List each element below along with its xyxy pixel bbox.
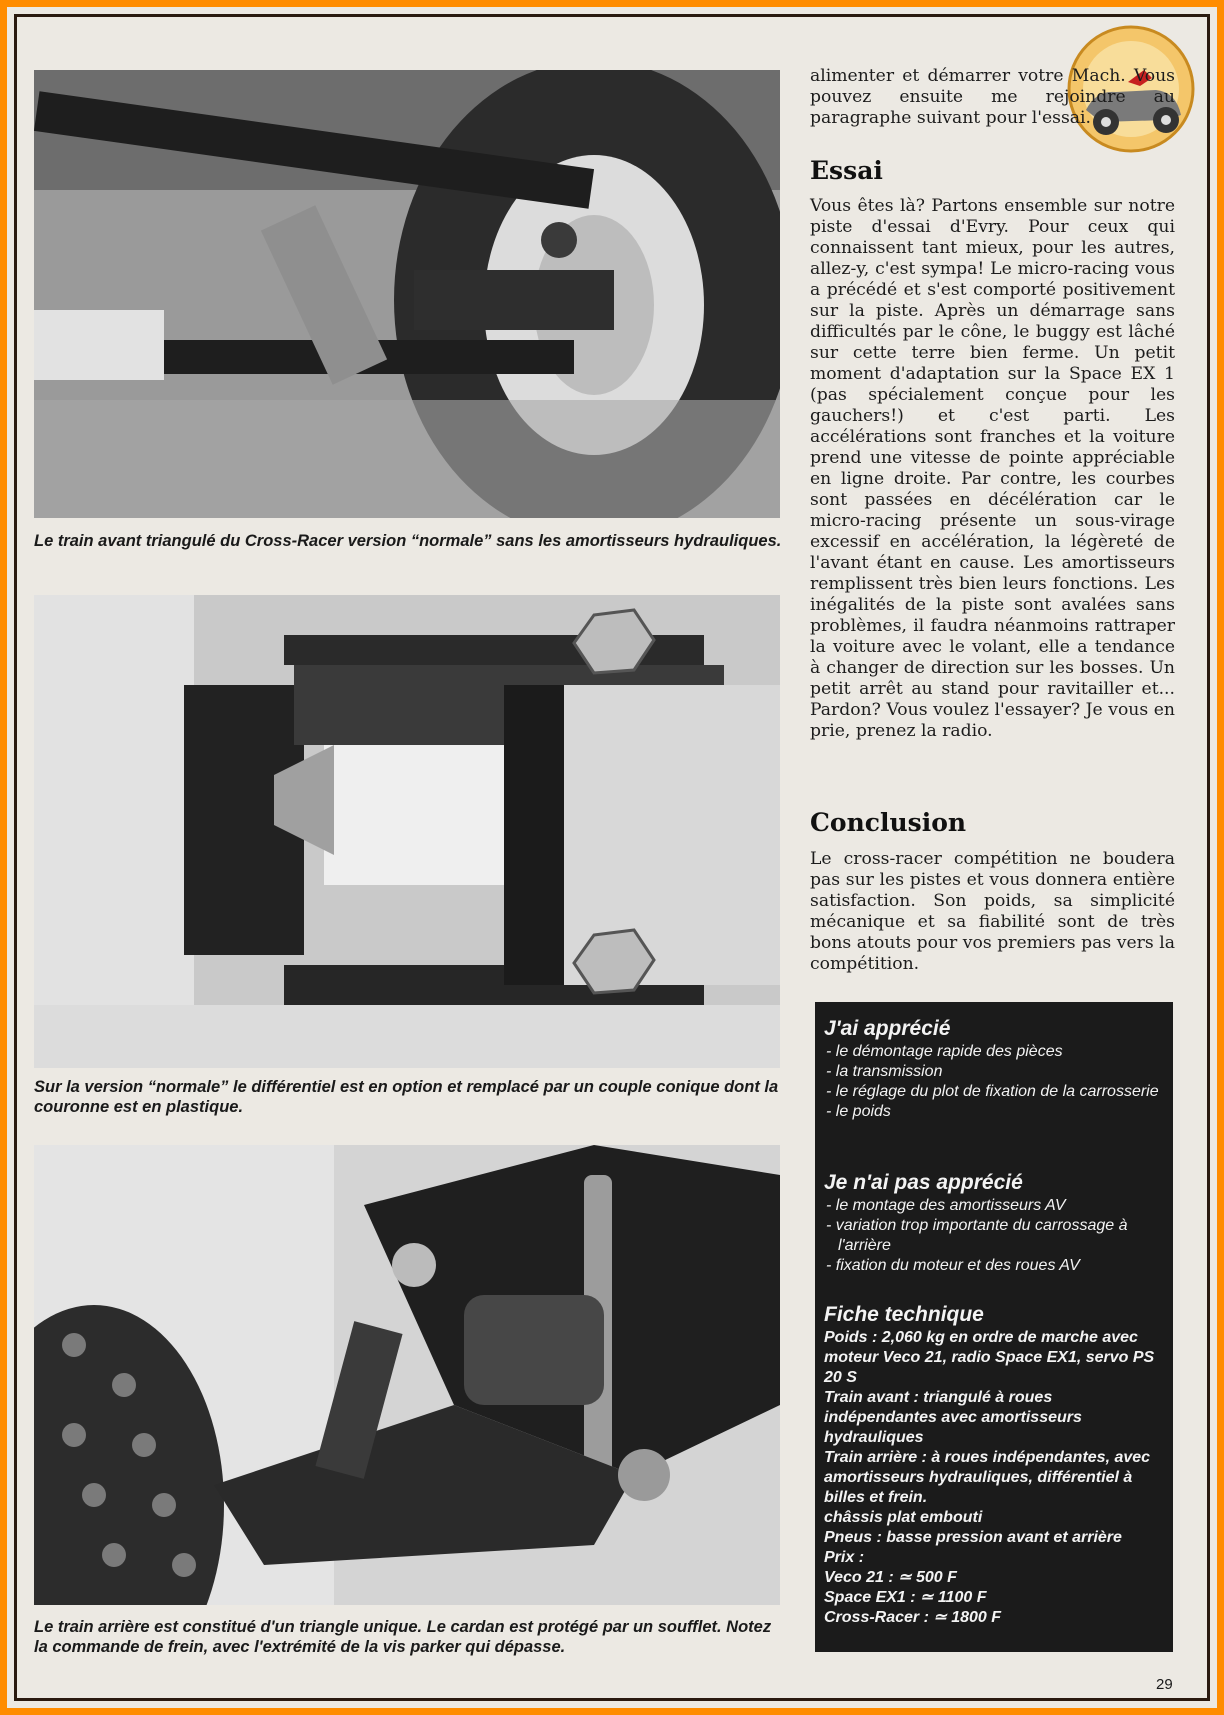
fiche-line: châssis plat embouti	[824, 1509, 983, 1526]
list-item: - fixation du moteur et des roues AV	[826, 1257, 1080, 1274]
photo-rear-suspension	[34, 1145, 780, 1605]
list-item: - le réglage du plot de fixation de la carrosserie	[826, 1083, 1159, 1100]
essai-section	[810, 156, 1175, 186]
fiche-line: Train arrière : à roues indépendantes, avec amortisseurs hydrauliques, différentiel à billes et frein.	[824, 1449, 1151, 1506]
photo-front-suspension	[34, 70, 780, 518]
conclusion-heading: Conclusion	[810, 808, 967, 837]
disliked-heading: Je n'ai pas apprécié	[824, 1171, 1023, 1194]
fiche-line: Prix :	[824, 1549, 865, 1566]
intro-paragraph: alimenter et démarrer votre Mach. Vous pouvez ensuite me rejoindre au paragraphe suivant pour l'essai.	[810, 66, 1175, 128]
essai-heading: Essai	[810, 156, 883, 185]
list-item: - variation trop importante du carrossage à l'arrière	[826, 1217, 1128, 1254]
conclusion-section	[810, 808, 1175, 838]
list-item: - le montage des amortisseurs AV	[826, 1197, 1066, 1214]
liked-section	[824, 1016, 1166, 1122]
essai-paragraph: Vous êtes là? Partons ensemble sur notre piste d'essai d'Evry. Pour ceux qui connaissent tant mieux, pour les autres, allez-y, c'est sympa! Le micro-racing vous a précédé et s'est comporté positivement sur la piste. Après un démarrage sans difficultés par le cône, le buggy est lâché sur cette terre bien ferme. Un petit moment d'adaptation sur la Space EX 1 (pas spécialement conçue pour les gauchers!) et c'est parti. Les accélérations sont franches et la voiture prend une vitesse de pointe appréciable en ligne droite. Par contre, les courbes sont passées en décélération car le micro-racing présente un sous-virage excessif en accélération, la légèreté de l'avant étant en cause. Les amortisseurs remplissent très bien leurs fonctions. Les inégalités de la piste sont avalées sans problèmes, il faudra néanmoins rattraper la voiture avec le volant, elle a tendance à changer de direction sur les bosses. Un petit arrêt au stand pour ravitailler et... Pardon? Vous voulez l'essayer? Je vous en prie, prenez la radio.	[810, 196, 1175, 741]
disliked-section	[824, 1170, 1166, 1276]
liked-list	[824, 1042, 1166, 1122]
conclusion-paragraph: Le cross-racer compétition ne boudera pas sur les pistes et vous donnera entière satisfaction. Son poids, sa simplicité mécanique et sa fiabilité sont de très bons atouts pour vos premiers pas vers la compétition.	[810, 849, 1175, 974]
fiche-line: Cross-Racer : ≃ 1800 F	[824, 1609, 1002, 1626]
fiche-technique-section	[824, 1302, 1166, 1628]
fiche-heading: Fiche technique	[824, 1303, 984, 1326]
conclusion-body	[810, 849, 1175, 975]
article-intro	[810, 66, 1175, 129]
liked-heading: J'ai apprécié	[824, 1017, 951, 1040]
fiche-line: Pneus : basse pression avant et arrière	[824, 1529, 1122, 1546]
summary-box	[815, 1002, 1173, 1652]
fiche-line: Veco 21 : ≃ 500 F	[824, 1569, 957, 1586]
photo-differential	[34, 595, 780, 1068]
list-item: - le démontage rapide des pièces	[826, 1043, 1063, 1060]
fiche-line: Space EX1 : ≃ 1100 F	[824, 1589, 987, 1606]
list-item: - le poids	[826, 1103, 891, 1120]
disliked-list	[824, 1196, 1166, 1276]
caption-photo3: Le train arrière est constitué d'un triangle unique. Le cardan est protégé par un soufflet. Notez la commande de frein, avec l'extrémité de la vis parker qui dépasse.	[34, 1618, 772, 1656]
list-item: - la transmission	[826, 1063, 943, 1080]
caption-photo2: Sur la version “normale” le différentiel est en option et remplacé par un couple conique dont la couronne est en plastique.	[34, 1078, 779, 1116]
caption-photo1: Le train avant triangulé du Cross-Racer version “normale” sans les amortisseurs hydrauliques.	[34, 532, 782, 550]
fiche-line: Poids : 2,060 kg en ordre de marche avec moteur Veco 21, radio Space EX1, servo PS 20 S	[824, 1329, 1155, 1386]
page-number: 29	[1156, 1676, 1173, 1693]
essai-body	[810, 196, 1175, 742]
fiche-line: Train avant : triangulé à roues indépendantes avec amortisseurs hydrauliques	[824, 1389, 1082, 1446]
